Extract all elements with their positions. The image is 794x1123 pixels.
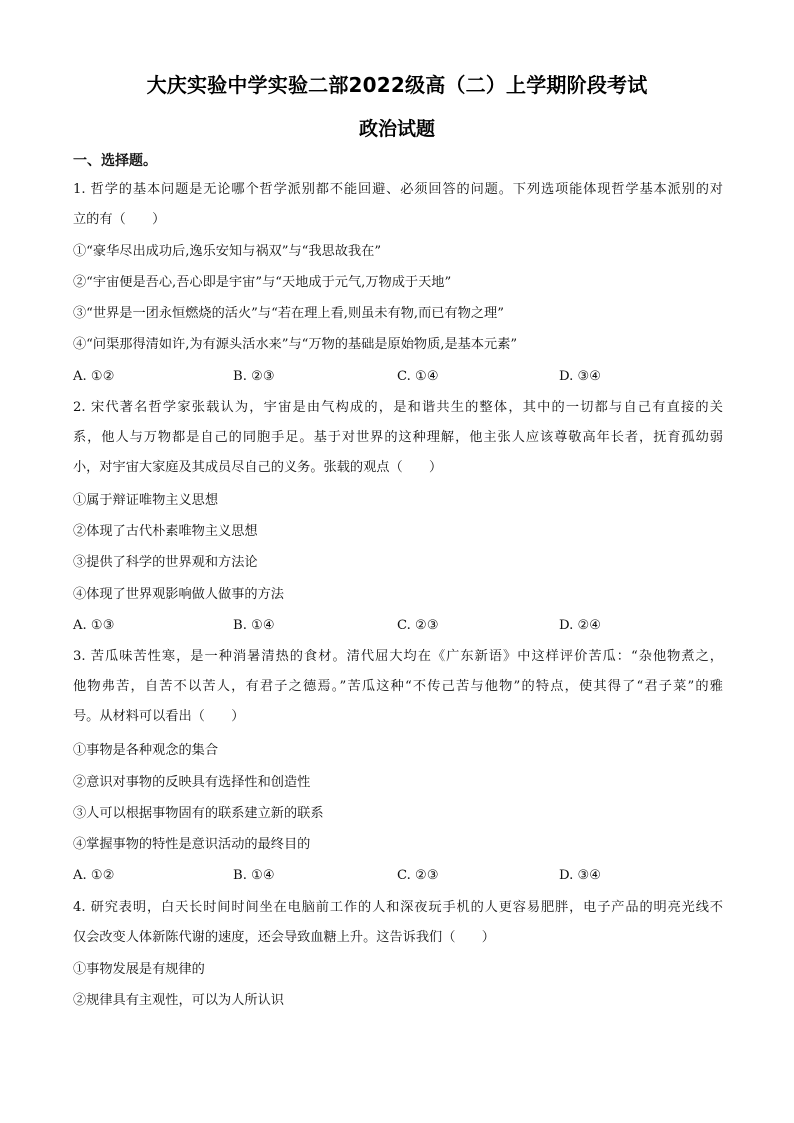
- question-3-option-2: ②意识对事物的反映具有选择性和创造性: [73, 775, 311, 790]
- choice-a: A. ①②: [73, 868, 115, 883]
- choice-a: A. ①②: [73, 369, 115, 384]
- question-stem-line: 1. 哲学的基本问题是无论哪个哲学派别都不能回避、必须回答的问题。下列选项能体现哲学基本派别的对: [73, 182, 723, 197]
- question-4-option-1: ①事物发展是有规律的: [73, 962, 205, 977]
- choice-b: B. ①④: [233, 618, 275, 633]
- question-2-option-4: ④体现了世界观影响做人做事的方法: [73, 587, 284, 602]
- question-3-stem: [73, 647, 723, 727]
- question-stem-line: 号。从材料可以看出（ ）: [73, 709, 245, 724]
- question-4-option-2: ②规律具有主观性，可以为人所认识: [73, 993, 284, 1008]
- question-stem-line: 立的有（ ）: [73, 212, 166, 227]
- question-2-option-3: ③提供了科学的世界观和方法论: [73, 555, 258, 570]
- choice-d: D. ③④: [559, 868, 602, 883]
- question-1-option-4: ④“问渠那得清如许,为有源头活水来”与“万物的基础是原始物质,是基本元素”: [73, 337, 518, 352]
- question-3-option-4: ④掌握事物的特性是意识活动的最终目的: [73, 837, 311, 852]
- question-stem-line: 仅会改变人体新陈代谢的速度，还会导致血糖上升。这告诉我们（ ）: [73, 930, 495, 945]
- section-heading: 一、选择题。: [73, 153, 157, 169]
- question-stem-line: 3. 苦瓜味苦性寒，是一种消暑清热的食材。清代屈大均在《广东新语》中这样评价苦瓜：“杂他物煮之，: [73, 649, 723, 664]
- question-2-stem: [73, 398, 723, 478]
- choice-a: A. ①③: [73, 618, 115, 633]
- question-1-option-2: ②“宇宙便是吾心,吾心即是宇宙”与“天地成于元气,万物成于天地”: [73, 275, 452, 290]
- exam-subject-title: 政治试题: [358, 118, 435, 140]
- question-2-option-2: ②体现了古代朴素唯物主义思想: [73, 524, 258, 539]
- exam-title: 大庆实验中学实验二部2022级高（二）上学期阶段考试: [146, 73, 648, 97]
- choice-b: B. ①④: [233, 868, 275, 883]
- question-2-option-1: ①属于辩证唯物主义思想: [73, 493, 219, 508]
- question-stem-line: 2. 宋代著名哲学家张载认为，宇宙是由气构成的，是和谐共生的整体，其中的一切都与自己有直接的关: [73, 400, 723, 415]
- question-stem-line: 小，对宇宙大家庭及其成员尽自己的义务。张载的观点（ ）: [73, 460, 443, 475]
- question-1-stem: [73, 180, 723, 230]
- question-3-choices: [73, 866, 723, 886]
- choice-d: D. ③④: [559, 369, 602, 384]
- question-1-option-1: ①“豪华尽出成功后,逸乐安知与祸双”与“我思故我在”: [73, 244, 382, 259]
- choice-b: B. ②③: [233, 369, 275, 384]
- choice-c: C. ①④: [397, 369, 439, 384]
- question-stem-line: 4. 研究表明，白天长时间时间坐在电脑前工作的人和深夜玩手机的人更容易肥胖，电子产品的明亮光线不: [73, 900, 723, 915]
- choice-c: C. ②③: [397, 618, 439, 633]
- choice-d: D. ②④: [559, 618, 602, 633]
- question-4-stem: [73, 898, 723, 948]
- question-1-choices: [73, 367, 723, 387]
- choice-c: C. ②③: [397, 868, 439, 883]
- question-stem-line: 他物弗苦，自苦不以苦人，有君子之德焉。”苦瓜这种“不传己苦与他物”的特点，使其得了“君子菜”的雅: [73, 679, 723, 694]
- question-1-option-3: ③“世界是一团永恒燃烧的活火”与“若在理上看,则虽未有物,而已有物之理”: [73, 306, 504, 321]
- question-2-choices: [73, 616, 723, 636]
- question-3-option-1: ①事物是各种观念的集合: [73, 743, 219, 758]
- question-3-option-3: ③人可以根据事物固有的联系建立新的联系: [73, 806, 324, 821]
- question-stem-line: 系，他人与万物都是自己的同胞手足。基于对世界的这种理解，他主张人应该尊敬高年长者，抚育孤幼弱: [73, 430, 723, 445]
